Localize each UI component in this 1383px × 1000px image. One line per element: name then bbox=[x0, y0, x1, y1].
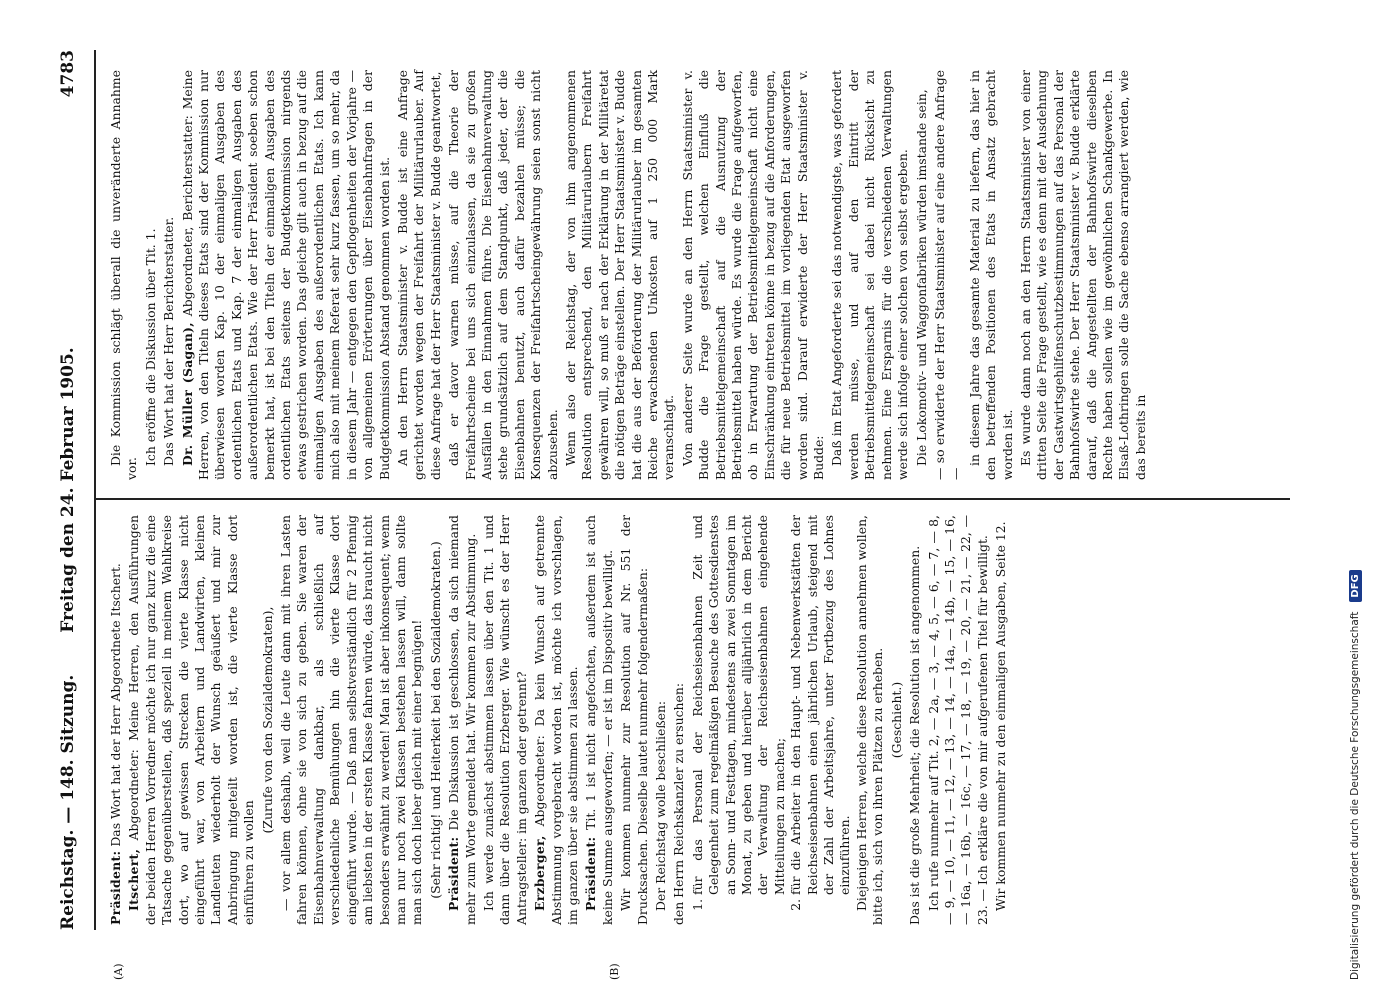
paragraph: Ich werde zunächst abstimmen lassen über den Tit. 1 und dann über die Resolution Erzberger. Wie wünscht es der Herr Antragsteller: im ganzen oder getrennt? bbox=[480, 515, 529, 925]
speaker: Itschert, bbox=[126, 848, 142, 911]
right-column bbox=[108, 70, 1151, 480]
paragraph bbox=[108, 515, 124, 925]
text: Abgeordneter, Berichterstatter: Meine Herren, von den Titeln dieses Etats sind der Kommission nur überwiesen worden Kap. 10 der einmaligen Ausgaben des ordentlichen Etats und Kap. 7 der einmaligen Ausgaben des außerordentlichen Etats. Wie der Herr Präsident soeben schon bemerkt hat, ist bei den Titeln der einmaligen Ausgaben des ordentlichen Etats seitens der Budgetkommission nirgends etwas gestrichen worden. Das gleiche gilt auch in bezug auf die einmaligen Ausgaben des außerordentlichen Etats. Ich kann mich also mit meinem Referat sehr kurz fassen, um so mehr, da in diesem Jahr — entgegen den Gepflogenheiten der Vorjahre — von allgemeinen Erörterungen über Eisenbahnfragen in der Budgetkommission Abstand genommen worden ist. bbox=[179, 70, 392, 480]
speaker: Präsident: bbox=[108, 850, 123, 925]
paragraph: Wir kommen nunmehr zur Resolution auf Nr. 551 der Drucksachen. Dieselbe lautet nunmehr folgendermaßen: bbox=[618, 515, 650, 925]
paragraph: Der Reichstag wolle beschließen: bbox=[653, 700, 668, 911]
paragraph: Von anderer Seite wurde an den Herrn Staatsminister v. Budde die Frage gestellt, welchen Einfluß die Betriebsmittelgemeinschaft auf die Ausnutzung der Betriebsmittel haben würde. Es wurde die Frage aufgeworfen, ob in Erwartung der Betriebsmittelgemeinschaft nicht eine Einschränkung eintreten könne in bezug auf die Anforderungen, die für neue Betriebsmittel im vorliegenden Etat ausgeworfen worden sind. Darauf erwiderte der Herr Staatsminister v. Budde: bbox=[679, 70, 827, 480]
page-header bbox=[50, 50, 90, 930]
list-item: 2. für die Arbeiter in den Haupt- und Nebenwerkstätten der Reichseisenbahnen einen jährlichen Urlaub, steigend mit der Zahl der Arbeitsjahre, unter Fortbezug des Lohnes einzuführen. bbox=[788, 515, 854, 895]
page-number: 4783 bbox=[58, 50, 78, 98]
left-column bbox=[108, 515, 1012, 925]
resolution-list bbox=[690, 515, 854, 925]
text: Abgeordneter: Da kein Wunsch auf getrennte Abstimmung vorgebracht worden ist, möchte ich vorschlagen, im ganzen über sie abstimmen zu lassen. bbox=[532, 515, 580, 925]
paragraph: Die Lokomotiv- und Waggonfabriken würden imstande sein, bbox=[913, 89, 929, 466]
paragraph: den Herrn Reichskanzler zu ersuchen: bbox=[671, 683, 687, 925]
paragraph bbox=[180, 70, 393, 480]
paragraph: Das ist die große Mehrheit; die Resolution ist angenommen. bbox=[907, 545, 923, 925]
speaker: Dr. Müller (Sagan), bbox=[179, 322, 195, 466]
text: Das Wort hat der Herr Abgeordnete Itschert. bbox=[108, 563, 123, 847]
list-item: 1. für das Personal der Reichseisenbahnen Zeit und Gelegenheit zum regelmäßigen Besuche des Gottesdienstes an Sonn- und Festtagen, mindestens an zwei Sonntagen im Monat, zu geben und hierüber alljährlich in dem Bericht der Verwaltung der Reichseisenbahnen eingehende Mitteilungen zu machen; bbox=[690, 515, 788, 895]
paragraph bbox=[583, 515, 616, 925]
credit-line bbox=[1340, 20, 1370, 980]
paragraph: — so erwiderte der Herr Staatsminister auf eine andere Anfrage — bbox=[931, 70, 964, 480]
quoted-paragraph: daß er davor warnen müsse, auf die Theorie der Freifahrtscheine bei uns sich einzulassen, da sie zu großen Ausfällen in den Einnahmen führe. Die Eisenbahnverwaltung stehe grundsätzlich auf dem Standpunkt, daß jeder, der die Eisenbahnen benutzt, auch dafür bezahlen müsse; die Konsequenzen der Freifahrtscheingewährung seien sonst nicht abzusehen. bbox=[446, 70, 560, 480]
paragraph: Es wurde dann noch an den Herrn Staatsminister von einer dritten Seite die Frage gestellt, wie es denn mit der Ausdehnung der Gastwirtsgehilfenschutzbestimmungen auf das Personal der Bahnhofswirte stehe. Der Herr Staatsminister v. Budde erklärte darauf, daß die Angestellten der Bahnhofswirte dieselben Rechte haben sollen wie im gewöhnlichen Schankgewerbe. In Elsaß-Lothringen solle die Sache ebenso arrangiert werden, wie das bereits in bbox=[1017, 70, 1148, 480]
text: Abgeordneter: Meine Herren, den Ausführungen der beiden Herren Vorredner möchte ich nur ganz kurz die eine Tatsache gegenüberstellen, daß speziell in meinem Wahlkreise dort, wo auf gewissen Strecken die vierte Klasse nicht eingeführt war, von Arbeitern und Landwirten, kleinen Landleuten wiederholt der Wunsch geäußert und mir zur Anbringung mitgeteilt worden ist, die vierte Klasse dort einführen zu wollen bbox=[126, 515, 257, 925]
paragraph: Wenn also der Reichstag, der von ihm angenommenen Resolution entsprechend, den Militärurlaubern Freifahrt gewähren will, so muß er nach der Erklärung in der Militäretat die nötigen Beträge einstellen. Der Herr Staatsminister v. Budde hat die aus der Beförderung der Militärurlauber im gesamten Reiche erwachsenden Unkosten auf 1 250 000 Mark veranschlagt. bbox=[562, 70, 677, 480]
paragraph: Das Wort hat der Herr Berichterstatter. bbox=[161, 216, 177, 466]
speaker: Präsident: bbox=[583, 836, 599, 911]
header-session: Reichstag. — 148. Sitzung. bbox=[58, 674, 78, 930]
quoted-paragraph: Daß im Etat Angeforderte sei das notwendigste, was gefordert werden müsse, und auf den Eintritt der Betriebsmittelgemeinschaft sei dabei nicht Rücksicht zu nehmen. Eine Ersparnis für die verschiedenen Verwaltungen werde sich infolge einer solchen von selbst ergeben. bbox=[829, 70, 911, 480]
header-rule bbox=[94, 50, 96, 930]
paragraph: — vor allem deshalb, weil die Leute dann mit ihren Lasten fahren können, ohne sie von sich zu geben. Sie waren der Eisenbahnverwaltung dankbar, als schließlich auf verschiedenliche Bemühungen hin die vierte Klasse dort eingeführt wurde. — Daß man selbstverständlich für 2 Pfennig am liebsten in der ersten Klasse fahren würde, das braucht nicht besonders erwähnt zu werden! Man ist aber inkonsequent; wenn man nur noch zwei Klassen bestehen lassen will, dann sollte man sich doch lieber gleich mit einer begnügen! bbox=[278, 515, 425, 925]
paragraph bbox=[446, 515, 479, 925]
paragraph: Ich eröffne die Diskussion über Tit. 1. bbox=[142, 228, 158, 466]
margin-marker-b: (B) bbox=[608, 963, 621, 980]
paragraph: An den Herrn Staatsminister v. Budde ist eine Anfrage gerichtet worden wegen der Freifahrt der Militärurlauber. Auf diese Anfrage hat der Herr Staatsminister v. Budde geantwortet, bbox=[394, 70, 443, 480]
paragraph: Diejenigen Herren, welche diese Resolution annehmen wollen, bitte ich, sich von ihren Plätzen zu erheben. bbox=[853, 515, 886, 925]
digitization-credit bbox=[1340, 20, 1370, 980]
header-date: Freitag den 24. Februar 1905. bbox=[58, 347, 78, 633]
speaker: Präsident: bbox=[446, 836, 462, 911]
paragraph: Ich rufe nunmehr auf Tit. 2, — 2a, — 3, — 4, 5, — 6, — 7, — 8, — 9, — 10, — 11, — 12, — 13, — 14, — 14a, — 14b, — 15, — 16, — 16a, — 16b, — 16c, — 17, — 18, — 19, — 20, — 21, — 22, — 23. — Ich erkläre die von mir aufgerufenen Titel für bewilligt. bbox=[925, 515, 990, 925]
dfg-logo: DFG bbox=[1349, 570, 1362, 601]
column-divider bbox=[96, 498, 1290, 500]
paragraph bbox=[126, 515, 257, 925]
paragraph: Die Kommission schlägt überall die unveränderte Annahme vor. bbox=[108, 70, 140, 480]
quoted-paragraph: in diesem Jahre das gesamte Material zu liefern, das hier in den betreffenden Positionen des Etats in Ansatz gebracht worden ist. bbox=[966, 70, 1015, 480]
interjection: (Geschieht.) bbox=[888, 681, 904, 759]
margin-marker-a: (A) bbox=[112, 963, 125, 980]
speaker: Erzberger, bbox=[532, 835, 548, 911]
interjection: (Zurufe von den Sozialdemokraten), bbox=[259, 606, 275, 834]
paragraph bbox=[532, 515, 581, 925]
text: Die Diskussion ist geschlossen, da sich niemand mehr zum Worte gemeldet hat. Wir kommen zur Abstimmung. bbox=[446, 515, 478, 925]
interjection: (Sehr richtig! und Heiterkeit bei den Sozialdemokraten.) bbox=[427, 541, 443, 899]
text: Tit. 1 ist nicht angefochten, außerdem ist auch keine Summe ausgeworfen; — er ist im Dispositiv bewilligt. bbox=[583, 515, 615, 925]
credit-text: Digitalisierung gefördert durch die Deutsche Forschungsgemeinschaft bbox=[1349, 611, 1361, 980]
paragraph: Wir kommen nunmehr zu den einmaligen Ausgaben, Seite 12. bbox=[993, 521, 1009, 911]
